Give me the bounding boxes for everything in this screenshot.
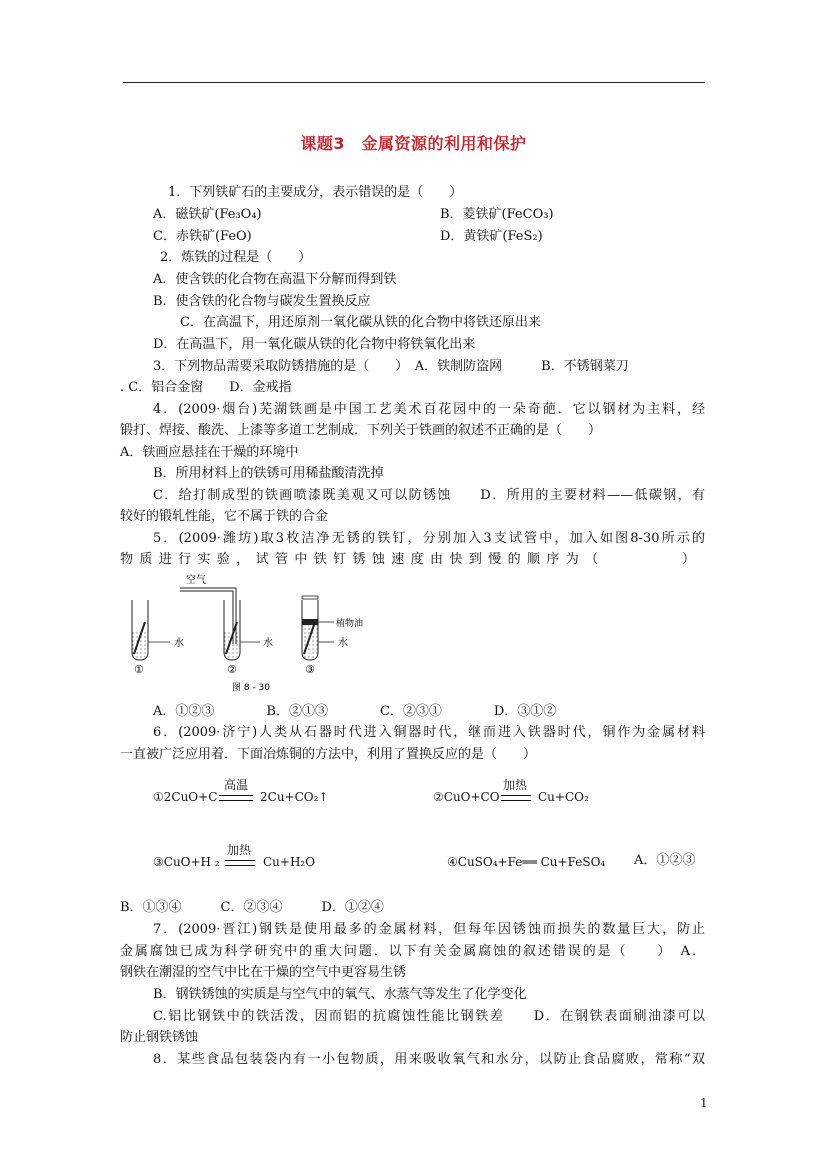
q1-option-c: C．赤铁矿(FeO) [153, 229, 252, 244]
equation-3-equals [225, 860, 255, 866]
page-number: 1 [700, 1096, 708, 1110]
water-label-1: 水 [174, 638, 184, 649]
q3-stem: 3．下列物品需要采取防锈措施的是（ ） A．铁制防盗网 B．不锈钢菜刀 [153, 359, 629, 374]
q4-option-a: A．铁画应悬挂在干燥的环境中 [120, 445, 299, 460]
q5-stem-2: 物质进行实验，试管中铁钉锈蚀速度由快到慢的顺序为（ ） [120, 552, 695, 567]
q1-option-b: B．菱铁矿(FeCO₃) [440, 207, 554, 222]
q7-stem-2: 金属腐蚀已成为科学研究中的重大问题．以下有关金属腐蚀的叙述错误的是（ ） A． [120, 944, 705, 959]
tube-1-label: ① [134, 663, 144, 676]
q4-option-b: B．所用材料上的铁锈可用稀盐酸清洗掉 [153, 466, 384, 481]
test-tube-3 [302, 596, 363, 676]
q2-option-c: C．在高温下，用还原剂一氧化碳从铁的化合物中将铁还原出来 [180, 315, 541, 330]
q4-stem-1: 4．(2009·烟台)芜湖铁画是中国工艺美术百花园中的一朵奇葩．它以钢材为主料，经 [153, 402, 705, 417]
equation-2-equals [501, 795, 531, 801]
rust-experiment-figure [120, 572, 365, 694]
q1-option-d: D．黄铁矿(FeS₂) [440, 229, 543, 244]
q7-option-d-cont: 防止钢铁锈蚀 [120, 1030, 199, 1045]
q5-options: A．①②③ B．②①③ C．②③① D．③①② [153, 704, 557, 719]
equation-2-right: Cu+CO₂ [538, 790, 589, 804]
q4-stem-2: 锻打、焊接、酸洗、上漆等多道工艺制成．下列关于铁画的叙述不正确的是（ ） [120, 423, 602, 438]
equation-2-condition: 加热 [503, 778, 528, 792]
equation-3-condition: 加热 [227, 843, 252, 857]
q2-stem: 2．炼铁的过程是（ ） [160, 250, 312, 265]
equation-3-left: ③CuO+H ₂ [153, 855, 220, 869]
test-tube-1 [132, 600, 184, 676]
q7-option-c-d: C.铝比钢铁中的铁活泼，因而铝的抗腐蚀性能比钢铁差 D．在钢铁表面刷油漆可以 [153, 1009, 705, 1024]
water-label-2: 水 [263, 638, 273, 649]
equation-1-equals [219, 795, 253, 801]
header-rule [123, 82, 705, 83]
q3-options: . C．铝合金窗 D．金戒指 [120, 380, 292, 395]
equation-1-left: ①2CuO+C [153, 790, 218, 804]
q8-stem-1: 8．某些食品包装袋内有一小包物质，用来吸收氧气和水分，以防止食品腐败，常称“双 [153, 1052, 705, 1067]
q7-option-b: B．钢铁锈蚀的实质是与空气中的氧气、水蒸气等发生了化学变化 [153, 987, 527, 1002]
q1-option-a: A．磁铁矿(Fe₃O₄) [153, 207, 262, 222]
q5-stem-1: 5．(2009·潍坊)取3枚洁净无锈的铁钉，分别加入3支试管中，加入如图8-30所示的 [153, 531, 705, 546]
oil-label: 植物油 [336, 619, 364, 629]
page-title: 课题3 金属资源的利用和保护 [300, 134, 527, 153]
q1-stem: 1．下列铁矿石的主要成分，表示错误的是（ ） [168, 185, 463, 200]
q7-option-a: 钢铁在潮湿的空气中比在干燥的空气中更容易生锈 [120, 965, 407, 980]
figure-caption: 图 8 - 30 [232, 683, 271, 693]
q4-option-d-cont: 较好的锻轧性能，它不属于铁的合金 [120, 509, 329, 524]
q2-option-a: A．使含铁的化合物在高温下分解而得到铁 [153, 272, 397, 287]
q6-stem-2: 一直被广泛应用着．下面冶炼铜的方法中，利用了置换反应的是（ ） [120, 747, 537, 762]
water-label-3: 水 [338, 638, 348, 649]
equation-1-condition: 高温 [224, 778, 249, 792]
tube-2-label: ② [227, 663, 237, 676]
q6-option-a: A．①②③ [634, 853, 696, 868]
equation-1-right: 2Cu+CO₂↑ [260, 790, 329, 804]
q2-option-b: B．使含铁的化合物与碳发生置换反应 [153, 294, 371, 309]
q2-option-d: D．在高温下，用一氧化碳从铁的化合物中将铁氧化出来 [153, 337, 476, 352]
q7-stem-1: 7．(2009·晋江)钢铁是使用最多的金属材料，但每年因锈蚀而损失的数量巨大，防止 [153, 922, 705, 937]
test-tube-2 [180, 588, 273, 676]
q6-stem-1: 6．(2009·济宁)人类从石器时代进入铜器时代，继而进入铁器时代，铜作为金属材料 [153, 725, 705, 740]
tube-3-label: ③ [305, 663, 315, 676]
q4-option-c-d: C．给打制成型的铁画喷漆既美观又可以防锈蚀 D．所用的主要材料——低碳钢，有 [153, 488, 705, 503]
air-label: 空气 [186, 575, 206, 586]
equation-4: ④CuSO₄+Fe══ Cu+FeSO₄ [447, 855, 606, 869]
equation-3-right: Cu+H₂O [263, 855, 316, 869]
q6-options-b-d: B．①③④ C．②③④ D．①②④ [120, 900, 384, 915]
equation-2-left: ②CuO+CO [433, 790, 500, 804]
